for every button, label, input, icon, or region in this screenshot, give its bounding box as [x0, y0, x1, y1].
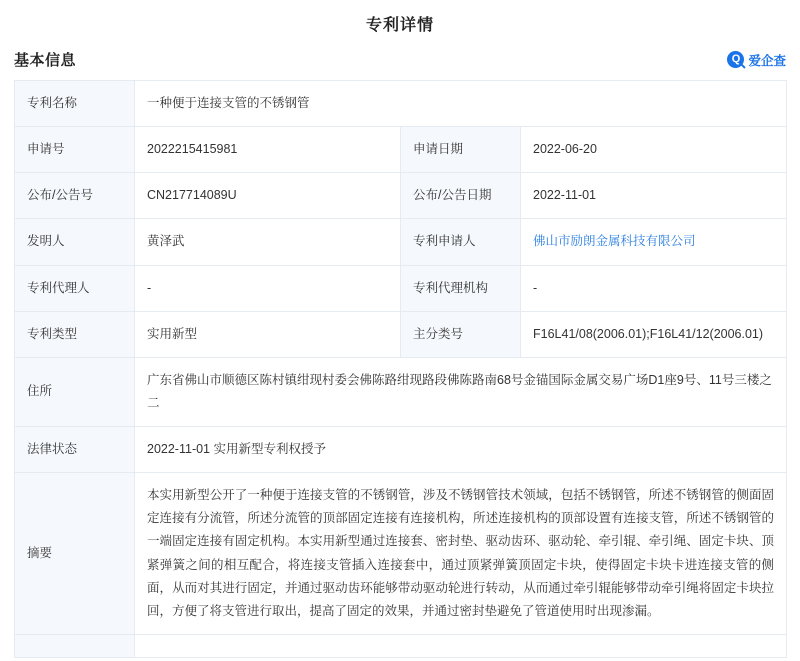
table-row-spacer	[15, 634, 787, 657]
table-row	[15, 127, 787, 173]
spacer-value-cell	[135, 634, 787, 657]
table-row	[15, 427, 787, 473]
table-row	[15, 81, 787, 127]
patent-type-value: 实用新型	[135, 311, 401, 357]
brand-logo	[727, 51, 786, 69]
application-no-value: 2022215415981	[135, 127, 401, 173]
inventor-value: 黄泽武	[135, 219, 401, 265]
publication-no-label: 公布/公告号	[15, 173, 135, 219]
abstract-value: 本实用新型公开了一种便于连接支管的不锈钢管，涉及不锈钢管技术领域，包括不锈钢管，所述不锈钢管的侧面固定连接有分流管，所述分流管的顶部固定连接有连接机构，所述连接机构的顶部设置有连接支管，所述不锈钢管的一端固定连接有固定机构。本实用新型通过连接套、密封垫、驱动齿环、驱动轮、牵引辊、牵引绳、固定卡块、顶紧弹簧之间的相互配合，将连接支管插入连接套中，通过顶紧弹簧顶固定卡块，使得固定卡块卡进连接支管的侧面，从而对其进行固定，并通过驱动齿环能够带动驱动轮进行转动，从而通过牵引辊能够带动牵引绳将固定卡块拉回，方便了将支管进行取出，提高了固定的效果，并通过密封垫避免了管道使用时出现渗漏。	[135, 473, 787, 635]
patent-info-table	[14, 80, 787, 658]
publication-date-label: 公布/公告日期	[401, 173, 521, 219]
main-class-value: F16L41/08(2006.01);F16L41/12(2006.01)	[521, 311, 787, 357]
application-date-value: 2022-06-20	[521, 127, 787, 173]
publication-date-value: 2022-11-01	[521, 173, 787, 219]
address-value: 广东省佛山市顺德区陈村镇绀现村委会佛陈路绀现路段佛陈路南68号金锚国际金属交易广场D1座9号、11号三楼之二	[135, 357, 787, 426]
patent-name-value: 一种便于连接支管的不锈钢管	[135, 81, 787, 127]
table-row	[15, 357, 787, 426]
application-no-label: 申请号	[15, 127, 135, 173]
publication-no-value: CN217714089U	[135, 173, 401, 219]
spacer-label-cell	[15, 634, 135, 657]
search-circle-icon: Q	[727, 51, 744, 68]
agency-label: 专利代理机构	[401, 265, 521, 311]
applicant-link[interactable]: 佛山市励朗金属科技有限公司	[533, 234, 696, 249]
main-class-label: 主分类号	[401, 311, 521, 357]
section-header	[0, 49, 800, 70]
abstract-label: 摘要	[15, 473, 135, 635]
table-row	[15, 311, 787, 357]
patent-type-label: 专利类型	[15, 311, 135, 357]
legal-status-label: 法律状态	[15, 427, 135, 473]
agency-value: -	[521, 265, 787, 311]
legal-status-value: 2022-11-01 实用新型专利权授予	[135, 427, 787, 473]
agent-label: 专利代理人	[15, 265, 135, 311]
section-title: 基本信息	[14, 52, 77, 69]
applicant-value[interactable]	[521, 219, 787, 265]
table-row	[15, 265, 787, 311]
table-row	[15, 219, 787, 265]
page-title: 专利详情	[365, 17, 434, 34]
applicant-label: 专利申请人	[401, 219, 521, 265]
agent-value: -	[135, 265, 401, 311]
address-label: 住所	[15, 357, 135, 426]
table-row	[15, 173, 787, 219]
patent-name-label: 专利名称	[15, 81, 135, 127]
inventor-label: 发明人	[15, 219, 135, 265]
brand-name: 爱企查	[748, 53, 786, 68]
application-date-label: 申请日期	[401, 127, 521, 173]
table-row	[15, 473, 787, 635]
